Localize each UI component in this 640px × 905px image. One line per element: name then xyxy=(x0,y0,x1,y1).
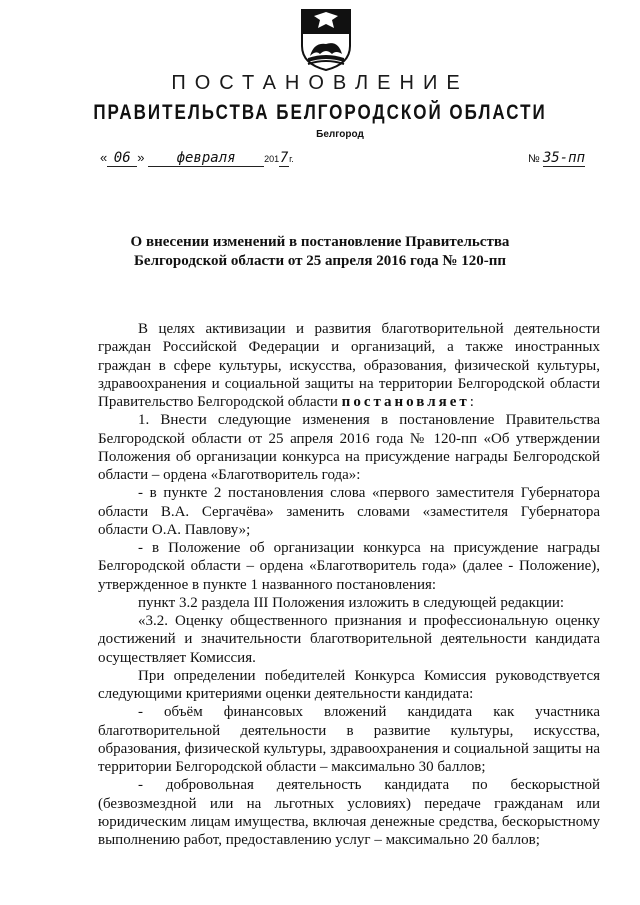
document-title xyxy=(0,233,640,271)
date-open-quote: « xyxy=(100,150,108,165)
number-label: № xyxy=(528,153,540,165)
city-label: Белгород xyxy=(316,129,364,140)
number-value: 35-пп xyxy=(542,150,586,166)
paragraph-1: 1. Внести следующие изменения в постановление Правительства Белгородской области от 25 апреля 2016 года № 120-пп «Об утверждении Положения об организации конкурса на присуждение награды Белгородской области – ордена «Благотворитель года»: xyxy=(98,412,600,483)
paragraph-5: «3.2. Оценку общественного признания и профессиональную оценку достижений и значительности благотворительной деятельности кандидата осуществляет Комиссия. xyxy=(98,613,600,666)
paragraph-2: - в пункте 2 постановления слова «первого заместителя Губернатора области В.А. Сергачёва» заменить словами «заместителя Губернатора области О.А. Павлову»; xyxy=(98,485,600,538)
paragraph-8: - добровольная деятельность кандидата по бескорыстной (безвозмездной или на льготных условиях) передаче гражданам или юридическим лицам имущества, включая денежные средства, бескорыстному выполнению работ, предоставлению услуг – максимально 20 баллов; xyxy=(98,777,600,848)
date-year-unit: г. xyxy=(289,154,294,164)
date-day: 06 xyxy=(107,150,137,167)
date-month: февраля xyxy=(148,150,264,167)
paragraph-6: При определении победителей Конкурса Комиссия руководствуется следующими критериями оценки деятельности кандидата: xyxy=(98,667,600,702)
document-number xyxy=(528,150,585,166)
date-year-suffix: 7 xyxy=(279,150,289,166)
date-close-quote: » xyxy=(137,150,145,165)
document-type-heading: ПОСТАНОВЛЕНИЕ xyxy=(171,72,469,94)
issuer-heading: ПРАВИТЕЛЬСТВА БЕЛГОРОДСКОЙ ОБЛАСТИ xyxy=(93,100,547,124)
paragraph-4: пункт 3.2 раздела III Положения изложить в следующей редакции: xyxy=(138,594,565,611)
paragraph-3: - в Положение об организации конкурса на присуждение награды Белгородской области – ордена «Благотворитель года» (далее - Положение), утвержденное в пункте 1 названного постановления: xyxy=(98,540,600,593)
coat-of-arms-icon xyxy=(296,6,356,72)
date-year-prefix: 201 xyxy=(264,154,280,164)
document-title-line-2: Белгородской области от 25 апреля 2016 года № 120-пп xyxy=(134,253,506,269)
paragraph-7: - объём финансовых вложений кандидата как участника благотворительной деятельности в развитие культуры, искусства, образования, физической культуры, здравоохранения и социальной защиты на территории Белгородской области – максимально 30 баллов; xyxy=(98,704,600,775)
paragraph-preamble: В целях активизации и развития благотворительной деятельности граждан Российской Федерации и организаций, а также иностранных граждан в сфере культуры, искусства, образования, физической культуры, здравоохранения и социальной защиты на территории Белгородской области Правительство Белгородской области постановляет: xyxy=(98,321,600,410)
resolution-keyword: постановляет xyxy=(341,394,470,410)
document-body xyxy=(98,320,600,849)
date-line xyxy=(100,150,294,167)
document-title-line-1: О внесении изменений в постановление Правительства xyxy=(130,234,510,250)
